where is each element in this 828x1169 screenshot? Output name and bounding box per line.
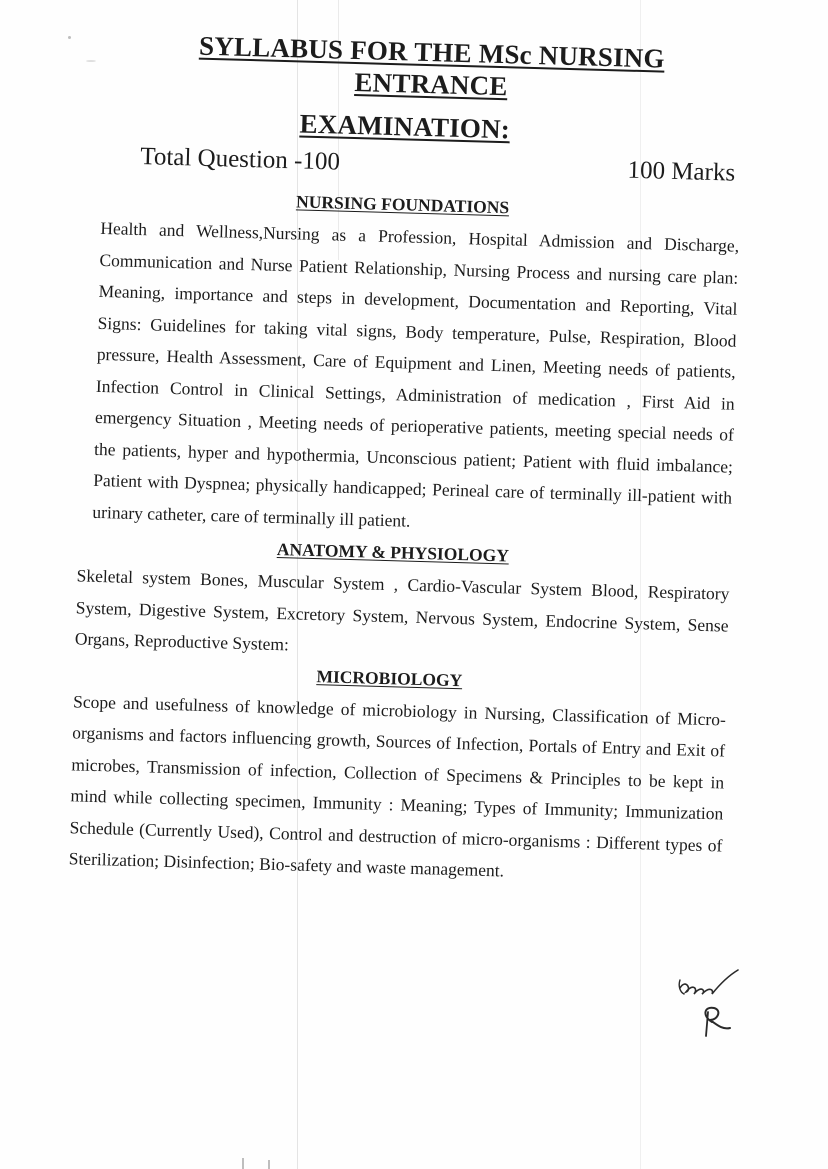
total-questions: Total Question -100 bbox=[140, 143, 341, 176]
document-content bbox=[46, 26, 744, 893]
section-microbiology bbox=[46, 658, 727, 893]
section-heading: ANATOMY & PHYSIOLOGY bbox=[276, 539, 510, 566]
section-body: Health and Wellness,Nursing as a Profession, Hospital Admission and Discharge, Communication and Nurse Patient Relationship, Nursing Process and nursing care plan: Meaning, importance and steps in development, Documentation and Reporting, Vital Signs: Guidelines for taking vital signs, Body temperature, Pulse, Respiration, Blood pressure, Health Assessment, Care of Equipment and Linen, Meeting needs of patients, Infection Control in Clinical Settings, Administration of medication , First Aid in emergency Situation , Meeting needs of perioperative patients, meeting special needs of the patients, hyper and hypothermia, Unconscious patient; Patient with fluid imbalance; Patient with Dyspnea; physically handicapped; Perineal care of terminally ill-patient with urinary catheter, care of terminally ill patient. bbox=[92, 218, 740, 531]
total-marks: 100 Marks bbox=[627, 156, 736, 187]
title-line-1: SYLLABUS FOR THE MSc NURSING ENTRANCE bbox=[198, 30, 666, 102]
section-body: Scope and usefulness of knowledge of microbiology in Nursing, Classification of Micro-organisms and factors influencing growth, Sources of Infection, Portals of Entry and Exit of microbes, Transmission of infection, Collection of Specimens & Principles to be kept in mind while collecting specimen, Immunity : Meaning; Types of Immunity; Immunization Schedule (Currently Used), Control and destruction of micro-organisms : Different types of Sterilization; Disinfection; Bio-safety and waste management. bbox=[68, 691, 727, 881]
section-heading: MICROBIOLOGY bbox=[316, 665, 463, 690]
handwritten-signature bbox=[672, 960, 742, 1040]
section-anatomy-physiology bbox=[52, 533, 730, 673]
section-heading: NURSING FOUNDATIONS bbox=[295, 191, 510, 218]
scan-artifact-speck bbox=[268, 1160, 270, 1169]
title-line-2: EXAMINATION: bbox=[299, 108, 511, 145]
document-title bbox=[67, 26, 745, 152]
section-nursing-foundations bbox=[56, 185, 740, 546]
section-body: Skeletal system Bones, Muscular System , Cardio-Vascular System Blood, Respiratory System, Digestive System, Excretory System, Nervous System, Endocrine System, Sense Organs, Reproductive System: bbox=[74, 565, 730, 655]
scan-artifact-speck bbox=[242, 1158, 244, 1169]
